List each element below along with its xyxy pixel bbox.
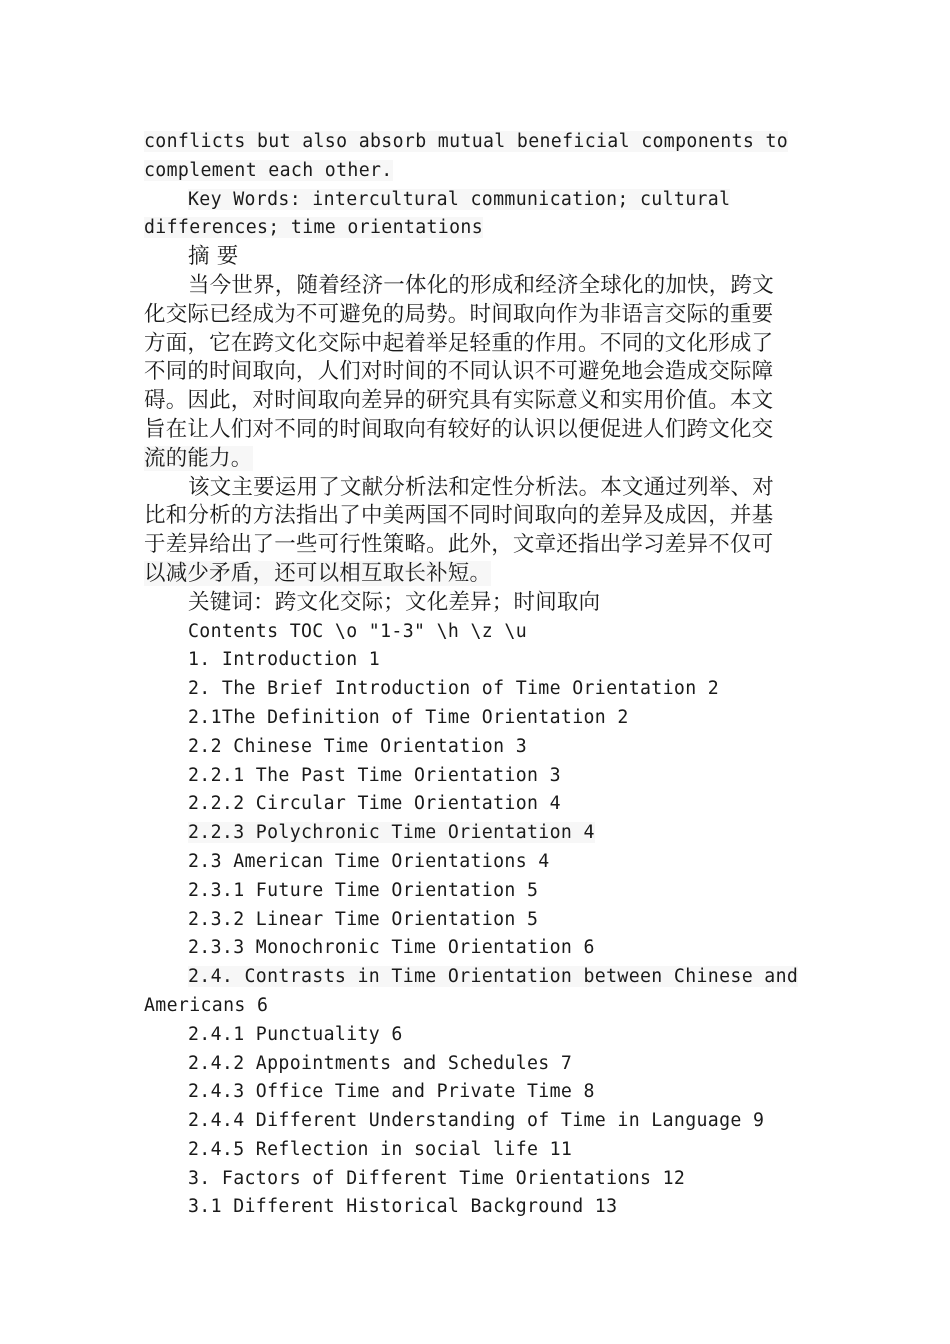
abstract-en-text: conflicts but also absorb mutual beneficial components to [144, 131, 789, 152]
abstract-cn-para1-line: 不同的时间取向，人们对时间的不同认识不可避免地会造成交际障 [144, 359, 774, 385]
abstract-cn-para1-line: 碍。因此，对时间取向差异的研究具有实际意义和实用价值。本文 [144, 388, 774, 414]
toc-entry: 1. Introduction 1 [188, 649, 381, 671]
toc-field-code: Contents TOC \o "1-3" \h \z \u [188, 620, 527, 642]
toc-entry: 2.3.2 Linear Time Orientation 5 [188, 908, 539, 930]
toc-entry: 2.4.2 Appointments and Schedules 7 [188, 1052, 573, 1074]
toc-entry: 2.3 American Time Orientations 4 [188, 850, 550, 872]
abstract-cn-para1-line: 方面，它在跨文化交际中起着举足轻重的作用。不同的文化形成了 [144, 330, 774, 356]
toc-entry: 2.4.3 Office Time and Private Time 8 [188, 1081, 595, 1103]
toc-entry: 3. Factors of Different Time Orientations 12 [188, 1167, 686, 1189]
toc-entry: 2.2.1 The Past Time Orientation 3 [188, 764, 561, 786]
toc-entry: 2.4.4 Different Understanding of Time in Language 9 [188, 1110, 765, 1132]
toc-entry [144, 819, 804, 848]
abstract-en-line [144, 157, 804, 186]
toc-entry-wrapped [144, 963, 804, 992]
abstract-cn-para1-line: 旨在让人们对不同的时间取向有较好的认识以便促进人们跨文化交 [144, 416, 774, 442]
toc-entry: 3.1 Different Historical Background 13 [188, 1196, 618, 1218]
abstract-cn-para2-line: 于差异给出了一些可行性策略。此外，文章还指出学习差异不仅可 [144, 532, 774, 558]
abstract-cn-para2-line [144, 560, 804, 589]
toc-entry: 2.4.1 Punctuality 6 [188, 1023, 403, 1045]
toc-entry-wrapped-cont: Americans 6 [144, 994, 269, 1016]
keywords-en-line [144, 214, 804, 243]
toc-entry-text: 2.4. Contrasts in Time Orientation between Chinese and [188, 966, 799, 988]
toc-entry: 2.2 Chinese Time Orientation 3 [188, 735, 527, 757]
toc-entry: 2.2.2 Circular Time Orientation 4 [188, 793, 561, 815]
keywords-cn: 关键词：跨文化交际；文化差异；时间取向 [188, 589, 601, 615]
abstract-cn-para1-line: 当今世界，随着经济一体化的形成和经济全球化的加快，跨文 [188, 272, 774, 298]
keywords-en-text: Key Words: intercultural communication; cultural [188, 188, 731, 210]
abstract-en-text: complement each other. [144, 159, 393, 181]
toc-entry-text: 2.2.3 Polychronic Time Orientation 4 [188, 822, 595, 844]
toc-entry: 2.3.1 Future Time Orientation 5 [188, 879, 539, 901]
keywords-en-text: differences; time orientations [144, 217, 483, 239]
abstract-cn-para2-end: 以减少矛盾，还可以相互取长补短。 [144, 560, 492, 586]
abstract-cn-para1-line: 化交际已经成为不可避免的局势。时间取向作为非语言交际的重要 [144, 301, 774, 327]
abstract-cn-para1-end: 流的能力。 [144, 445, 253, 471]
abstract-cn-heading: 摘 要 [188, 244, 239, 270]
toc-entry: 2.3.3 Monochronic Time Orientation 6 [188, 937, 595, 959]
abstract-cn-para1-line [144, 445, 804, 474]
keywords-en-line [144, 186, 804, 215]
abstract-cn-para2-line: 比和分析的方法指出了中美两国不同时间取向的差异及成因，并基 [144, 503, 774, 529]
toc-entry: 2.4.5 Reflection in social life 11 [188, 1138, 573, 1160]
toc-entry: 2. The Brief Introduction of Time Orientation 2 [188, 678, 720, 700]
toc-entry: 2.1The Definition of Time Orientation 2 [188, 706, 629, 728]
abstract-cn-para2-line: 该文主要运用了文献分析法和定性分析法。本文通过列举、对 [188, 474, 774, 500]
abstract-en-line [144, 128, 804, 157]
document-body [144, 128, 804, 1222]
